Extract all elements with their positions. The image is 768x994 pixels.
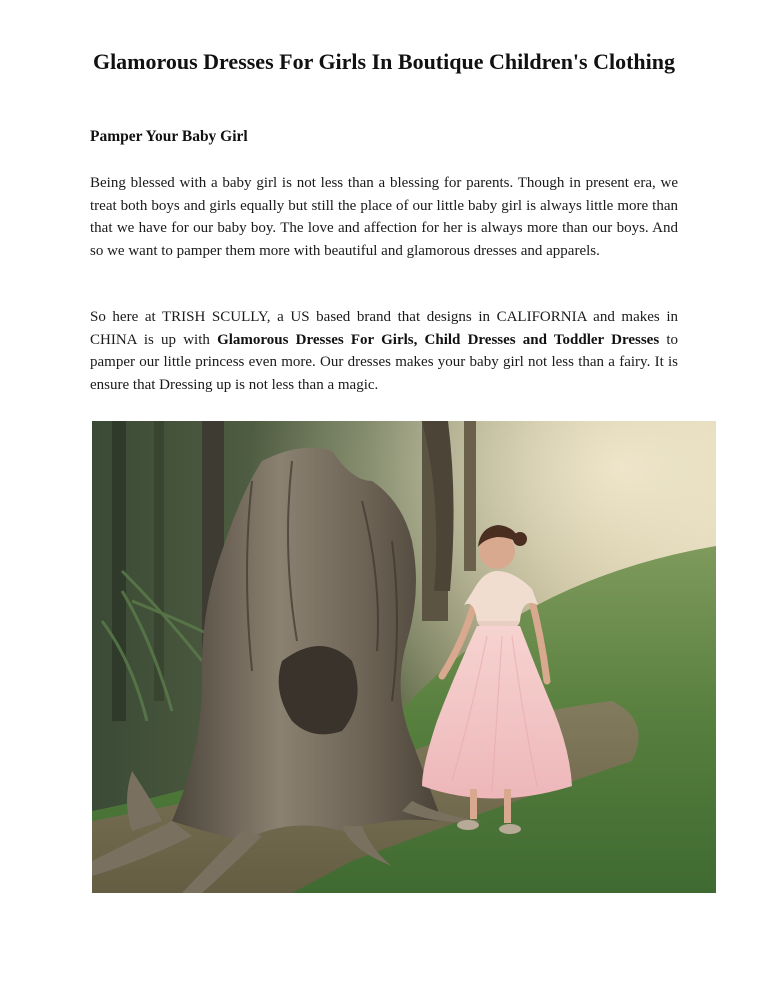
brand-paragraph-highlight: Glamorous Dresses For Girls, Child Dresses and Toddler Dresses — [217, 331, 660, 348]
girl-dress-photo — [92, 421, 716, 893]
brand-paragraph — [90, 306, 678, 396]
brand-paragraph-outro: to pamper our little princess even more. Our dresses makes your baby girl not less than a fairy. It is ensure that Dressing up is not less than a magic. — [90, 331, 679, 393]
photo-illustration — [92, 421, 716, 893]
section-subheading: Pamper Your Baby Girl — [90, 128, 248, 145]
brand-paragraph-intro: So here at TRISH SCULLY, a US based brand that designs in CALIFORNIA and makes in CHINA is up with — [90, 309, 678, 348]
page-title: Glamorous Dresses For Girls In Boutique Children's Clothing — [92, 49, 676, 74]
intro-paragraph: Being blessed with a baby girl is not less than a blessing for parents. Though in present era, we treat both boys and girls equally but still the place of our little baby girl is always little more than that we have for our baby boy. The love and affection for her is always more than our boys. And so we want to pamper them more with beautiful and glamorous dresses and apparels. — [90, 175, 678, 259]
